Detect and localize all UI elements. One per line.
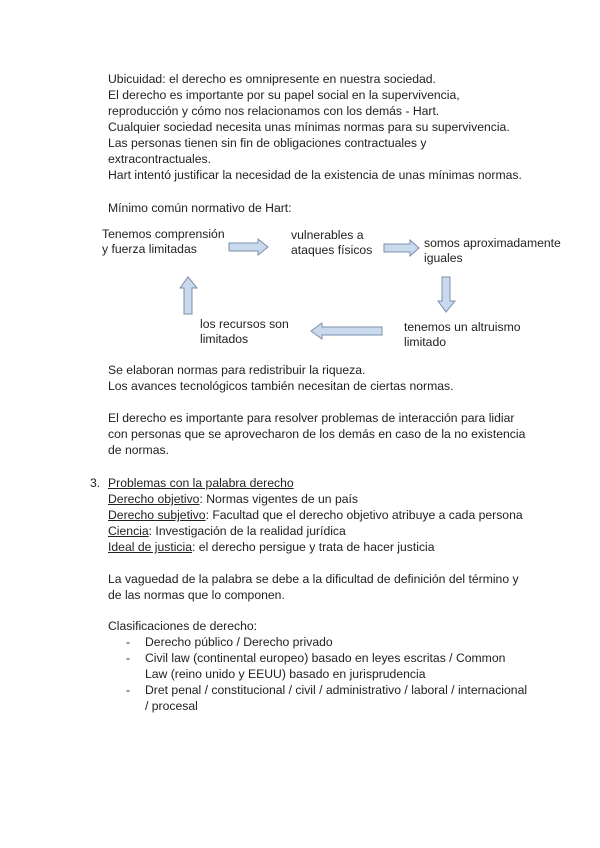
bullet-marker: -: [126, 651, 131, 665]
text-line: El derecho es importante por su papel social en la supervivencia,: [108, 88, 460, 102]
definition-text: : Facultad que el derecho objetivo atribuye a cada persona: [205, 508, 523, 522]
text-line: Ubicuidad: el derecho es omnipresente en nuestra sociedad.: [108, 72, 436, 86]
diagram-node-vulnerables: vulnerables a ataques físicos: [291, 228, 373, 257]
diagram-node-iguales: somos aproximadamente iguales: [424, 236, 561, 265]
vagueness-paragraph: [108, 571, 519, 603]
right-arrow-icon: [383, 239, 421, 257]
text-line: La vaguedad de la palabra se debe a la dificultad de definición del término y: [108, 572, 519, 586]
text-line: Se elaboran normas para redistribuir la riqueza.: [108, 363, 366, 377]
text-line: extracontractuales.: [108, 152, 211, 166]
text-line: Las personas tienen sin fin de obligaciones contractuales y: [108, 136, 427, 150]
list-item: Derecho público / Derecho privado: [145, 635, 333, 649]
classification-title: Clasificaciones de derecho:: [108, 619, 258, 633]
hart-title: Mínimo común normativo de Hart:: [108, 201, 292, 215]
text-line: Cualquier sociedad necesita unas mínimas normas para su supervivencia.: [108, 120, 510, 134]
text-line: de las normas que lo componen.: [108, 588, 285, 602]
definition-line: [108, 539, 523, 555]
definition-line: [108, 491, 523, 507]
diagram-node-altruismo: tenemos un altruismo limitado: [404, 320, 521, 349]
definition-text: : el derecho persigue y trata de hacer justicia: [192, 540, 435, 554]
definition-text: : Normas vigentes de un país: [199, 492, 358, 506]
list-item: Dret penal / constitucional / civil / administrativo / laboral / internacional / procesal: [145, 683, 528, 713]
after-diagram-paragraph: [108, 362, 454, 394]
text-line: reproducción y cómo nos relacionamos con los demás - Hart.: [108, 104, 440, 118]
right-arrow-icon: [228, 238, 270, 256]
definition-term: Derecho subjetivo: [108, 508, 206, 522]
diagram-node-recursos: los recursos son limitados: [200, 317, 289, 346]
section-number: 3.: [90, 476, 101, 490]
list-item: Civil law (continental europeo) basado en leyes escritas / Common Law (reino unido y EEUU) basado en jurisprudencia: [145, 651, 506, 681]
section-title: Problemas con la palabra derecho: [108, 476, 294, 490]
interaction-paragraph: [108, 410, 525, 458]
bullet-marker: -: [126, 683, 131, 697]
text-line: Los avances tecnológicos también necesitan de ciertas normas.: [108, 379, 454, 393]
down-arrow-icon: [437, 276, 457, 314]
definition-line: [108, 507, 523, 523]
definition-term: Derecho objetivo: [108, 492, 200, 506]
text-line: con personas que se aprovecharon de los demás en caso de la no existencia: [108, 427, 526, 441]
definition-term: Ideal de justicia: [108, 540, 193, 554]
text-line: El derecho es importante para resolver problemas de interacción para lidiar: [108, 411, 515, 425]
definition-line: [108, 523, 523, 539]
section-3: [108, 475, 523, 555]
definition-text: : Investigación de la realidad jurídica: [148, 524, 346, 538]
left-arrow-icon: [310, 322, 384, 340]
diagram-node-comprension: Tenemos comprensión y fuerza limitadas: [102, 227, 225, 256]
text-line: Hart intentó justificar la necesidad de la existencia de unas mínimas normas.: [108, 168, 522, 182]
bullet-marker: -: [126, 635, 131, 649]
definition-term: Ciencia: [108, 524, 149, 538]
text-line: de normas.: [108, 443, 169, 457]
up-arrow-icon: [179, 276, 199, 316]
intro-paragraph: [108, 71, 522, 183]
